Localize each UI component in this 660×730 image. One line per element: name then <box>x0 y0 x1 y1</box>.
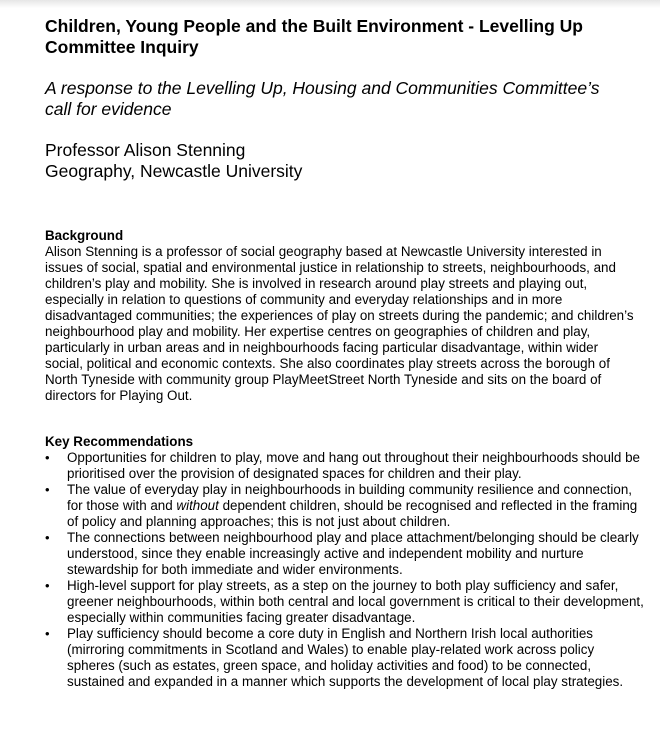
recommendation-text: The connections between neighbourhood play and place attachment/belonging should be clearly understood, since they enable increasingly active and independent mobility and nurture stewardship for both immediate and wider environments. <box>67 530 639 577</box>
recommendation-text: Play sufficiency should become a core duty in English and Northern Irish local authorities (mirroring commitments in Scotland and Wales) to enable play-related work across policy spheres (such as estates, green space, and holiday activities and food) to be connected, sustained and expanded in a manner which supports the development of local play strategies. <box>67 626 624 689</box>
author-name: Professor Alison Stenning <box>45 140 246 160</box>
recommendation-text-part: dependent children, should be recognised and reflected in the framing of policy and planning approaches; this is not just about children. <box>67 498 638 529</box>
key-recommendations-section <box>45 434 645 690</box>
recommendation-text-part: The value of everyday play in neighbourhoods in building community resilience and connection, for those with and <box>67 482 632 513</box>
recommendation-item <box>45 450 645 482</box>
recommendation-text <box>67 482 637 529</box>
background-heading: Background <box>45 228 124 243</box>
author-affiliation: Geography, Newcastle University <box>45 161 303 181</box>
page-top-shadow <box>0 0 660 8</box>
background-paragraph: Alison Stenning is a professor of social geography based at Newcastle University interested in issues of social, spatial and environmental justice in relationship to streets, neighbourhoods, and children’s play and mobility. She is involved in research around play streets and playing out, especially in relation to questions of community and everyday relationships and in more disadvantaged communities; the experiences of play on streets during the pandemic; and children’s neighbourhood play and mobility. Her expertise centres on geographies of children and play, particularly in urban areas and in neighbourhoods facing particular disadvantage, within wider social, political and economic contexts. She also coordinates play streets across the borough of North Tyneside with community group PlayMeetStreet North Tyneside and sits on the board of directors for Playing Out. <box>45 244 634 403</box>
background-section <box>45 228 635 404</box>
recommendation-text: Opportunities for children to play, move and hang out throughout their neighbourhoods should be prioritised over the provision of designated spaces for children and their play. <box>67 450 640 481</box>
recommendation-text: High-level support for play streets, as a step on the journey to both play sufficiency and safer, greener neighbourhoods, within both central and local government is critical to their development, especially within communities facing greater disadvantage. <box>67 578 644 625</box>
recommendation-item <box>45 482 645 530</box>
subtitle-line-2: call for evidence <box>45 99 172 119</box>
recommendation-item <box>45 578 645 626</box>
recommendations-list <box>45 450 645 690</box>
document-subtitle <box>45 78 635 120</box>
recommendation-item <box>45 626 645 690</box>
emphasis-without: without <box>176 498 219 513</box>
author-block <box>45 140 635 182</box>
bullet-icon: • <box>45 626 50 641</box>
bullet-icon: • <box>45 450 50 465</box>
bullet-icon: • <box>45 578 50 593</box>
title-line-2: Committee Inquiry <box>45 37 199 57</box>
subtitle-line-1: A response to the Levelling Up, Housing and Communities Committee’s <box>45 78 600 98</box>
recommendation-item <box>45 530 645 578</box>
document-header <box>45 16 635 182</box>
bullet-icon: • <box>45 530 50 545</box>
title-line-1: Children, Young People and the Built Environment - Levelling Up <box>45 16 583 36</box>
key-recommendations-heading: Key Recommendations <box>45 434 194 449</box>
document-title <box>45 16 635 58</box>
bullet-icon: • <box>45 482 50 497</box>
